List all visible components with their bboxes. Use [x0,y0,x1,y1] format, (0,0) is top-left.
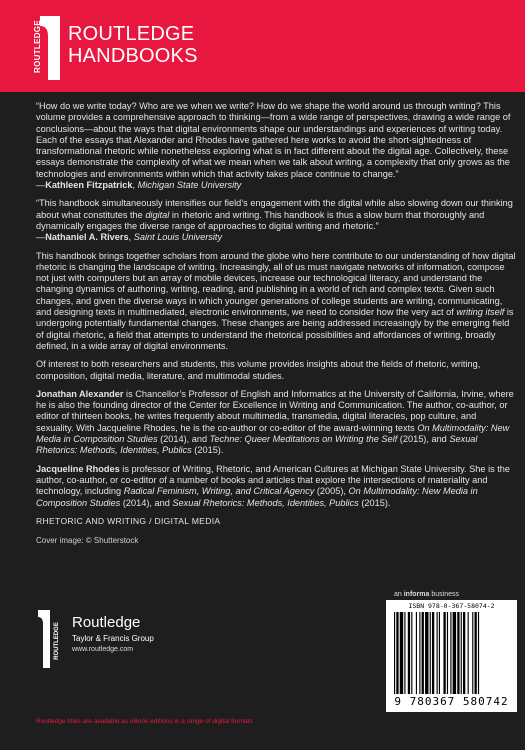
isbn-barcode [386,600,517,712]
book-title: On Multimodality: New Media in Composition Studies [36,486,478,508]
publisher-group: Taylor & Francis Group [72,634,154,643]
publisher-block [36,608,196,674]
bio-alexander [36,389,516,457]
review-1-attribution [36,180,516,191]
routledge-r-logo-icon [36,610,50,668]
review-1 [36,101,516,191]
series-line-2: HANDBOOKS [68,45,198,67]
review-1-text: “How do we write today? Who are we when we write? How do we shape the world around us through writing? This volume provides a comprehensive approach to thinking—from a wide range of perspectives, drawing a wide range of conclusions—about the ways that digital environments shape our understandings and experiences of writing today. Each of the essays that Alexander and Rhodes have gathered here works to avoid the short-sightedness of transformational rhetoric while nonetheless exploring what is in fact different about the digital age. Collectively, these essays demonstrate the complexity of what we mean when we talk about writing, a complexity that only grows as the technologies and environments within which that activity takes place continue to change.” [36,101,511,179]
reviewer-name: Kathleen Fitzpatrick [45,180,133,191]
review-2-emphasis: digital [145,209,170,220]
bio-name: Jacqueline Rhodes [36,463,120,474]
series-line-1: ROUTLEDGE [68,23,195,45]
reviewer-name: Nathaniel A. Rivers [45,232,129,243]
review-2 [36,198,516,243]
cover-credit: Cover image: © Shutterstock [36,536,139,546]
bio-text: (2014), and [120,497,173,508]
barcode-bars [394,612,509,694]
desc-emphasis: writing itself [456,307,505,318]
informa-post: business [429,591,459,598]
separator: , [132,180,138,191]
review-2-text-b: in rhetoric and writing. This handbook is thus a slow burn that thoroughly and dynamically engages the diverse range of approaches to digital writing and rhetoric.” [36,209,485,231]
isbn-number: 9 780367 580742 [394,695,509,708]
publisher-url: www.routledge.com [72,646,134,653]
vertical-word-text: ROUTLEDGE [32,20,42,73]
description-paragraph-2: Of interest to both researchers and students, this volume provides insights about the fields of rhetoric, writing, composition, digital media, literature, and multimodal studies. [36,359,481,381]
bio-text: is Chancellor’s Professor of English and Informatics at the University of California, Irvine, where he is also the founding director of the Center for Excellence in Writing and Communication. The author, co-author, or editor of thirteen books, he writes frequently about multimedia, transmedia, digital literacies, pop culture, and sexuality. With Jacqueline Rhodes, he is the co-author or co-editor of the award-winning texts [36,388,514,433]
book-title: Techne: Queer Meditations on Writing the Self [209,434,398,445]
review-2-text-a: “This handbook simultaneously intensifies our field’s engagement with the digital while also slowing down our thinking about what constitutes the [36,198,513,220]
bio-text: (2015). [191,445,224,456]
bio-text: (2015), and [397,434,450,445]
series-banner [0,0,525,92]
reviewer-affiliation: Michigan State University [137,180,242,191]
description-paragraph-1 [36,251,516,353]
bio-name: Jonathan Alexander [36,388,124,399]
book-title: On Multimodality: New Media in Composition Studies [36,422,510,445]
book-title: Radical Feminism, Writing, and Critical Agency [123,486,315,497]
separator: , [128,232,134,243]
isbn-label: ISBN 978-0-367-58074-2 [408,602,495,610]
desc-text-b: is undergoing potentially fundamental changes. These changes are being addressed increasingly by the emerging field of digital rhetoric, a field that attempts to understand the rhetorical possibilities and affordances of writing, broadly defined, in a wide array of digital environments. [36,307,514,351]
reviewer-affiliation: Saint Louis University [133,232,223,243]
informa-brand: informa [403,591,430,598]
book-title: Sexual Rhetorics: Methods, Identities, Publics [36,434,478,456]
subject-category: RHETORIC AND WRITING / DIGITAL MEDIA [36,515,221,526]
vertical-word-text: ROUTLEDGE [53,622,60,660]
dash: — [36,232,46,243]
back-cover-text [36,101,516,553]
ebook-footer-note: Routledge titles are available as eBook editions in a range of digital formats [36,718,253,725]
dash: — [36,180,46,191]
review-2-attribution [36,232,516,243]
publisher-name: Routledge [72,614,141,631]
bio-text: (2015). [358,497,391,508]
vertical-publisher-word [52,618,60,668]
desc-text-a: This handbook brings together scholars from around the globe who here contribute to our understanding of how digital rhetoric is changing the landscape of writing. Increasingly, all of us must navigate networks of information, compose not just with computers but an array of mobile devices, increase our technological literacy, and understand the changing dynamics of authoring, writing, reading, and publishing in a world of rich and complex texts. Given such changes, and given the diverse ways in which younger generations of college students are writing, communicating, and designing texts in multimediated, electronic environments, we need to consider how the very act of [36,250,516,318]
bio-rhodes [36,464,516,509]
series-title [68,23,198,67]
informa-tagline [394,591,459,598]
informa-pre: an [394,591,404,598]
bio-text: (2014), and [157,434,210,445]
book-title: Sexual Rhetorics: Methods, Identities, Publics [172,497,359,508]
bio-text: is professor of Writing, Rhetoric, and American Cultures at Michigan State University. She is the author, co-author, or co-editor of a number of books and articles that explore the intersections of materiality and technology, including [36,463,511,497]
vertical-publisher-word [32,16,46,80]
bio-text: (2005), [314,486,349,497]
